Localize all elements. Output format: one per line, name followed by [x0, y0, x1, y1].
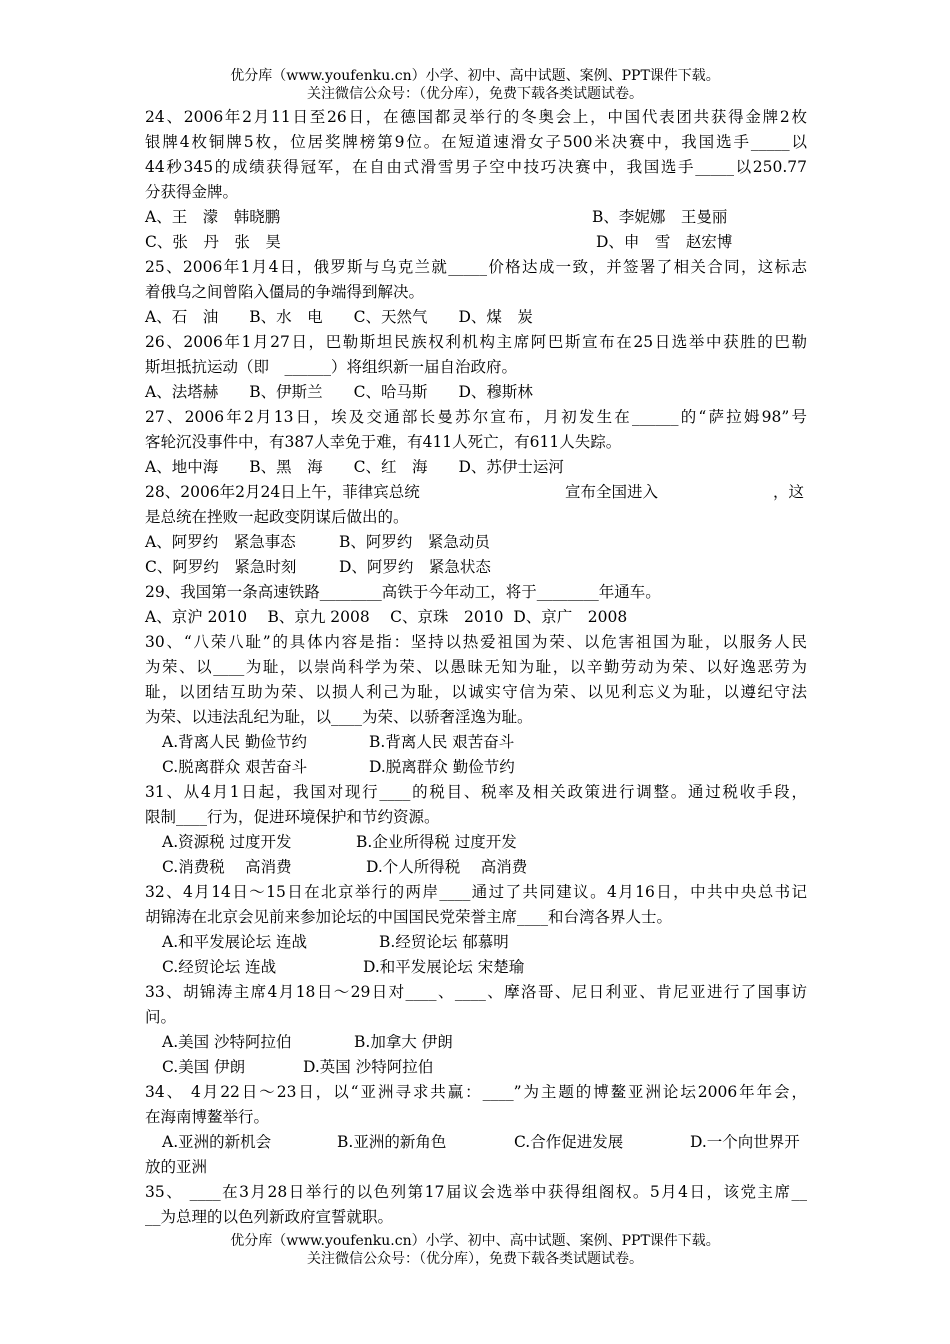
q24-option-b: B、李妮娜 王曼丽	[592, 208, 728, 226]
q26-line-1: 26、2006年1月27日，巴勒斯坦民族权利机构主席阿巴斯宣布在25日选举中获胜的巴勒	[145, 333, 807, 351]
q33-option-b: B.加拿大 伊朗	[354, 1033, 453, 1051]
q25-options: A、石 油 B、水 电 C、天然气 D、煤 炭	[145, 308, 533, 326]
q31-line-1: 31、从4月1日起，我国对现行____的税目、税率及相关政策进行调整。通过税收手段，	[145, 783, 807, 801]
header-line-1: 优分库（www.youfenku.cn）小学、初中、高中试题、案例、PPT课件下载。	[230, 68, 720, 84]
q28-option-b: B、阿罗约 紧急动员	[339, 533, 490, 551]
footer-line-2: 关注微信公众号：（优分库），免费下载各类试题试卷。	[307, 1251, 643, 1267]
q28-line-1-part-2: 宣布全国进入	[565, 483, 659, 501]
q30-option-a: A.背离人民 勤俭节约	[162, 733, 308, 751]
q33-line-1: 33、胡锦涛主席4月18日～29日对____、____、摩洛哥、尼日利亚、肯尼亚进行了国事访	[145, 983, 807, 1001]
q32-option-b: B.经贸论坛 郁慕明	[379, 933, 509, 951]
header-line-2: 关注微信公众号：（优分库），免费下载各类试题试卷。	[307, 86, 643, 102]
q24-line-1: 24、2006年2月11日至26日，在德国都灵举行的冬奥会上，中国代表团共获得金牌2枚	[145, 108, 807, 126]
q24-line-4: 分获得金牌。	[145, 183, 239, 201]
q30-line-4: 为荣、以违法乱纪为耻，以____为荣、以骄奢淫逸为耻。	[145, 708, 533, 726]
q31-option-c: C.消费税 高消费	[162, 858, 292, 876]
q32-option-c: C.经贸论坛 连战	[162, 958, 277, 976]
q34-option-c: C.合作促进发展	[514, 1133, 624, 1151]
q30-line-1: 30、“八荣八耻”的具体内容是指：坚持以热爱祖国为荣、以危害祖国为耻，以服务人民	[145, 633, 807, 651]
q34-option-b: B.亚洲的新角色	[337, 1133, 447, 1151]
q33-option-c: C.美国 伊朗	[162, 1058, 246, 1076]
q27-line-2: 客轮沉没事件中，有387人幸免于难，有411人死亡，有611人失踪。	[145, 433, 622, 451]
q29-line-1: 29、我国第一条高速铁路________高铁于今年动工，将于________年通车。	[145, 583, 661, 601]
q24-line-3: 44秒345的成绩获得冠军，在自由式滑雪男子空中技巧决赛中，我国选手_____以250.77	[145, 158, 807, 176]
q34-option-a: A.亚洲的新机会	[162, 1133, 272, 1151]
q24-line-2: 银牌4枚铜牌5枚，位居奖牌榜第9位。在短道速滑女子500米决赛中，我国选手_____以	[145, 133, 807, 151]
q28-option-d: D、阿罗约 紧急状态	[339, 558, 491, 576]
q30-line-3: 耻，以团结互助为荣、以损人利己为耻，以诚实守信为荣、以见利忘义为耻，以遵纪守法	[145, 683, 807, 701]
q26-options: A、法塔赫 B、伊斯兰 C、哈马斯 D、穆斯林	[145, 383, 533, 401]
q28-option-c: C、阿罗约 紧急时刻	[145, 558, 297, 576]
footer-line-1: 优分库（www.youfenku.cn）小学、初中、高中试题、案例、PPT课件下载。	[230, 1233, 720, 1249]
q24-option-a: A、王 濛 韩晓鹏	[145, 208, 281, 226]
q28-option-a: A、阿罗约 紧急事态	[145, 533, 296, 551]
q30-option-c: C.脱离群众 艰苦奋斗	[162, 758, 308, 776]
q32-option-d: D.和平发展论坛 宋楚瑜	[363, 958, 525, 976]
q31-option-b: B.企业所得税 过度开发	[356, 833, 517, 851]
q31-line-2: 限制____行为，促进环境保护和节约资源。	[145, 808, 440, 826]
q24-option-d: D、申 雪 赵宏博	[596, 233, 733, 251]
q34-option-d-continued: 放的亚洲	[145, 1158, 208, 1176]
q27-line-1: 27、2006年2月13日，埃及交通部长曼苏尔宣布，月初发生在______的“萨拉姆98”号	[145, 408, 807, 426]
q35-line-2: __为总理的以色列新政府宣誓就职。	[145, 1208, 394, 1226]
q32-line-2: 胡锦涛在北京会见前来参加论坛的中国国民党荣誉主席____和台湾各界人士。	[145, 908, 673, 926]
q24-option-c: C、张 丹 张 昊	[145, 233, 281, 251]
q33-option-a: A.美国 沙特阿拉伯	[162, 1033, 292, 1051]
q28-line-1-part-1: 28、2006年2月24日上午，菲律宾总统	[145, 483, 420, 501]
q30-option-b: B.背离人民 艰苦奋斗	[369, 733, 515, 751]
q25-line-1: 25、2006年1月4日，俄罗斯与乌克兰就_____价格达成一致，并签署了相关合同，这标志	[145, 258, 807, 276]
q34-option-d: D.一个向世界开	[690, 1133, 800, 1151]
q30-option-d: D.脱离群众 勤俭节约	[369, 758, 515, 776]
q34-line-1: 34、 4月22日～23日，以“亚洲寻求共赢：____”为主题的博鳌亚洲论坛2006年年会，	[145, 1083, 807, 1101]
q26-line-2: 斯坦抵抗运动（即 ______）将组织新一届自治政府。	[145, 358, 518, 376]
q25-line-2: 着俄乌之间曾陷入僵局的争端得到解决。	[145, 283, 425, 301]
q27-options: A、地中海 B、黑 海 C、红 海 D、苏伊士运河	[145, 458, 564, 476]
q34-line-2: 在海南博鳌举行。	[145, 1108, 270, 1126]
q31-option-a: A.资源税 过度开发	[162, 833, 292, 851]
q29-options: A、京沪 2010 B、京九 2008 C、京珠 2010 D、京广 2008	[145, 608, 628, 626]
q32-line-1: 32、4月14日～15日在北京举行的两岸____通过了共同建议。4月16日，中共中央总书记	[145, 883, 807, 901]
q28-line-2: 是总统在挫败一起政变阴谋后做出的。	[145, 508, 409, 526]
q31-option-d: D.个人所得税 高消费	[366, 858, 528, 876]
q28-line-1-part-3: ，这	[773, 483, 805, 501]
q35-line-1: 35、 ____在3月28日举行的以色列第17届议会选举中获得组阁权。5月4日，该党主席__	[145, 1183, 807, 1201]
q33-option-d: D.英国 沙特阿拉伯	[303, 1058, 434, 1076]
q30-line-2: 为荣、以____为耻，以崇尚科学为荣、以愚昧无知为耻，以辛勤劳动为荣、以好逸恶劳为	[145, 658, 807, 676]
q33-line-2: 问。	[145, 1008, 177, 1026]
q32-option-a: A.和平发展论坛 连战	[162, 933, 308, 951]
